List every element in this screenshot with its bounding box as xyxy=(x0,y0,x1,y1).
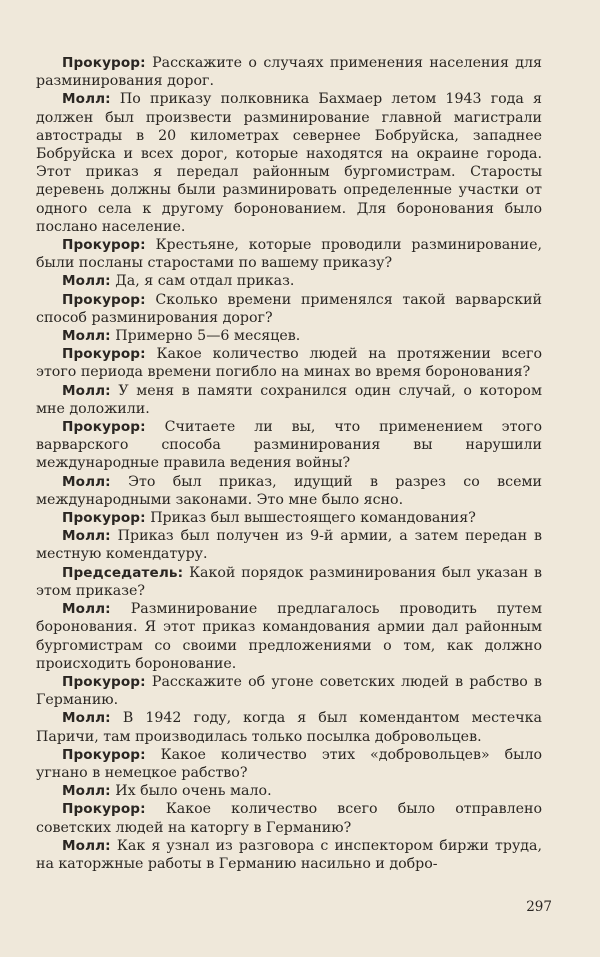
speaker-label: Молл: xyxy=(62,473,111,490)
dialogue-paragraph xyxy=(36,473,542,509)
speaker-label: Прокурор: xyxy=(62,510,146,527)
dialogue-paragraph xyxy=(36,345,542,381)
dialogue-text: Да, я сам отдал приказ. xyxy=(115,273,295,290)
dialogue-text: Примерно 5—6 месяцев. xyxy=(115,328,301,345)
speaker-label: Молл: xyxy=(62,710,111,727)
speaker-label: Прокурор: xyxy=(62,673,146,690)
dialogue-text: По приказу полковника Бахмаер летом 1943 года я должен был произвести разминирование главной магистрали автострады в 20 километрах севернее Бобруйска, западнее Бобруйска и всех дорог, которые находятся на окраине города. Этот приказ я передал районным бургомистрам. Старосты деревень должны были разминировать определенные участки от одного села к другому боронованием. Для боронования было послано население. xyxy=(36,91,543,235)
dialogue-paragraph xyxy=(36,90,542,236)
dialogue-paragraph xyxy=(36,527,542,563)
dialogue-paragraph xyxy=(36,673,542,709)
dialogue-text: Расскажите о случаях применения населения для разминирования дорог. xyxy=(36,55,542,90)
dialogue-paragraph xyxy=(36,600,542,673)
dialogue-paragraph xyxy=(36,800,542,836)
dialogue-paragraph xyxy=(36,782,542,800)
dialogue-paragraph xyxy=(36,327,542,345)
dialogue-paragraph xyxy=(36,382,542,418)
speaker-label: Молл: xyxy=(62,783,111,800)
dialogue-text: Какое количество всего было отправлено советских людей на каторгу в Германию? xyxy=(36,801,543,836)
speaker-label: Прокурор: xyxy=(62,346,146,363)
speaker-label: Молл: xyxy=(62,382,111,399)
dialogue-text: Приказ был получен из 9-й армии, а затем передан в местную комендатуру. xyxy=(36,528,542,563)
dialogue-paragraph xyxy=(36,54,542,90)
dialogue-paragraph xyxy=(36,236,542,272)
dialogue-paragraph xyxy=(36,746,542,782)
dialogue-text: Приказ был вышестоящего командования? xyxy=(150,510,476,527)
speaker-label: Прокурор: xyxy=(62,55,146,71)
dialogue-text: Какой порядок разминирования был указан в этом приказе? xyxy=(36,564,542,599)
dialogue-text: Сколько времени применялся такой варварский способ разминирования дорог? xyxy=(36,291,542,326)
dialogue-text: Это был приказ, идущий в разрез со всеми международными законами. Это мне было ясно. xyxy=(36,473,542,508)
dialogue-text: Их было очень мало. xyxy=(115,783,272,800)
dialogue-paragraph xyxy=(36,418,542,473)
dialogue-paragraph xyxy=(36,291,542,327)
dialogue-paragraph xyxy=(36,564,542,600)
dialogue-text: Как я узнал из разговора с инспектором биржи труда, на каторжные работы в Германию насильно и добро- xyxy=(36,837,542,872)
speaker-label: Молл: xyxy=(62,273,111,290)
speaker-label: Прокурор: xyxy=(62,746,146,763)
dialogue-text: Какое количество людей на протяжении всего этого периода времени погибло на минах во время боронования? xyxy=(36,346,542,381)
dialogue-paragraph xyxy=(36,837,542,873)
dialogue-text: Расскажите об угоне советских людей в рабство в Германию. xyxy=(36,673,543,709)
dialogue-text: У меня в памяти сохранился один случай, о котором мне доложили. xyxy=(36,382,542,417)
interrogation-transcript xyxy=(36,54,542,873)
dialogue-text: Считаете ли вы, что применением этого варварского способа разминирования вы нарушили международные правила ведения войны? xyxy=(36,419,542,472)
speaker-label: Молл: xyxy=(62,837,111,854)
speaker-label: Молл: xyxy=(62,328,111,345)
dialogue-text: Разминирование предлагалось проводить путем боронования. Я этот приказ командования армии дал районным бургомистрам со своими предложениями о том, как должно происходить боронование. xyxy=(36,601,542,672)
dialogue-paragraph xyxy=(36,509,542,527)
dialogue-text: Какое количество этих «добровольцев» было угнано в немецкое рабство? xyxy=(36,746,542,781)
speaker-label: Прокурор: xyxy=(62,801,146,818)
speaker-label: Прокурор: xyxy=(62,419,146,436)
speaker-label: Молл: xyxy=(62,528,111,545)
speaker-label: Прокурор: xyxy=(62,291,146,308)
dialogue-paragraph xyxy=(36,709,542,745)
speaker-label: Председатель: xyxy=(62,564,184,581)
dialogue-text: Крестьяне, которые проводили разминирование, были посланы старостами по вашему приказу? xyxy=(36,237,542,272)
dialogue-paragraph xyxy=(36,272,542,290)
dialogue-text: В 1942 году, когда я был комендантом местечка Паричи, там производилась только посылка добровольцев. xyxy=(36,710,543,745)
speaker-label: Молл: xyxy=(62,601,111,618)
page-number: 297 xyxy=(526,899,552,915)
speaker-label: Прокурор: xyxy=(62,237,146,254)
speaker-label: Молл: xyxy=(62,91,111,108)
